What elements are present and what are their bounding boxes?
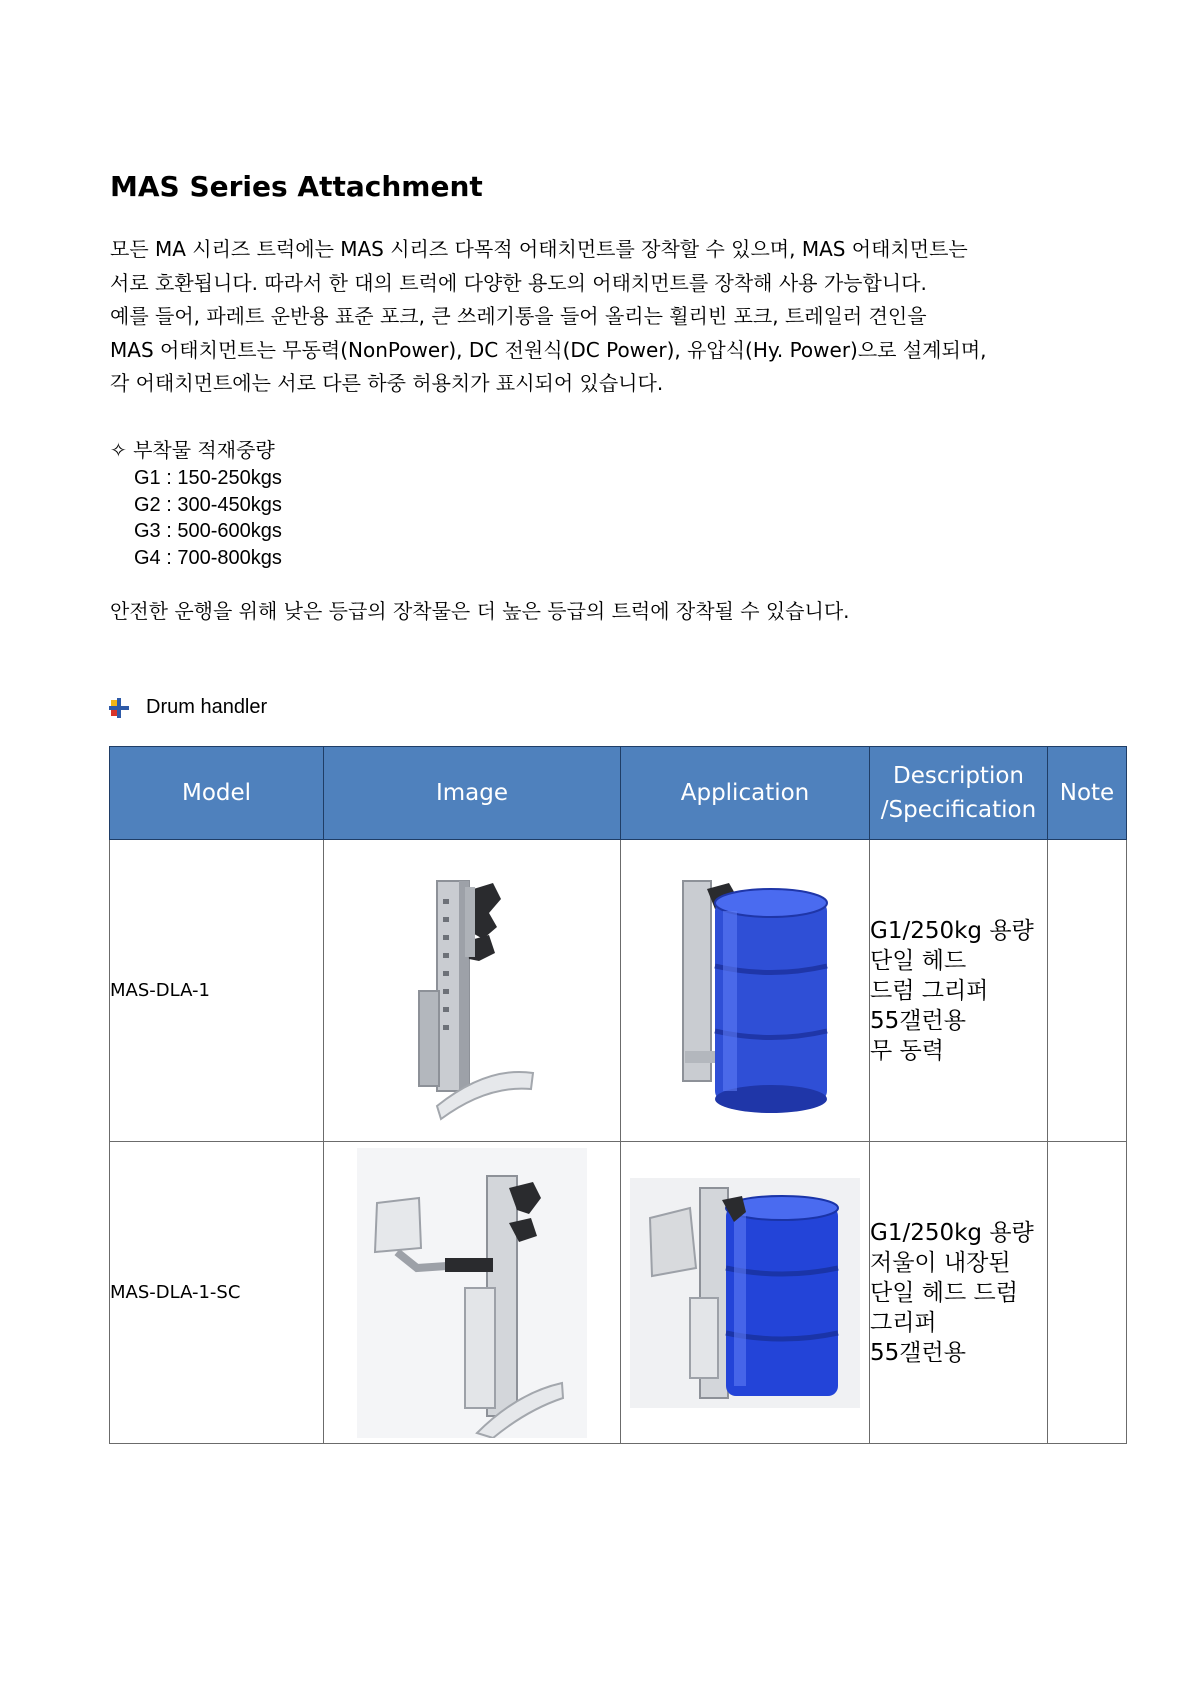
model-cell: MAS-DLA-1: [110, 840, 324, 1142]
product-table: [109, 746, 1127, 1444]
intro-paragraph: [110, 233, 1110, 401]
description-line: 55갤런용: [870, 1339, 966, 1366]
section-label: Drum handler: [146, 696, 268, 718]
description-line: G1/250kg 용량: [870, 917, 1034, 944]
intro-line: 서로 호환됩니다. 따라서 한 대의 트럭에 다양한 용도의 어태치먼트를 장착해 사용 가능합니다.: [110, 270, 927, 295]
description-line: 드럼 그리퍼: [870, 977, 989, 1004]
description-line: 단일 헤드: [870, 947, 967, 974]
weight-list-heading: ✧ 부착물 적재중량: [110, 438, 275, 462]
note-cell: [1048, 840, 1127, 1142]
table-row: [110, 1142, 1127, 1444]
header-image: Image: [324, 747, 621, 840]
description-cell: [870, 1142, 1048, 1444]
header-note: Note: [1048, 747, 1127, 840]
header-description: [870, 747, 1048, 840]
weight-grade-g2: G2 : 300-450kgs: [134, 493, 282, 516]
image-cell: [324, 1142, 621, 1444]
safety-note: 안전한 운행을 위해 낮은 등급의 장착물은 더 높은 등급의 트럭에 장착될 수 있습니다.: [110, 599, 850, 623]
section-heading-drum-handler: [108, 696, 267, 719]
description-line: 단일 헤드 드럼: [870, 1279, 1018, 1306]
header-description-line-2: /Specification: [880, 797, 1037, 823]
weight-grade-g3: G3 : 500-600kgs: [134, 520, 282, 542]
drum-gripper-attachment-image: [397, 861, 547, 1121]
table-header-row: [110, 747, 1127, 840]
drum-gripper-with-blue-drum-image: [645, 861, 845, 1121]
application-cell: [621, 1142, 870, 1444]
intro-line: 각 어태치먼트에는 서로 다른 하중 허용치가 표시되어 있습니다.: [110, 371, 664, 395]
description-cell: [870, 840, 1048, 1142]
weight-grade-g1: G1 : 150-250kgs: [134, 467, 282, 489]
weight-grade-g4: G4 : 700-800kgs: [134, 546, 282, 569]
header-model: Model: [110, 747, 324, 840]
intro-line: 예를 들어, 파레트 운반용 표준 포크, 큰 쓰레기통을 들어 올리는 휠리빈 포크, 트레일러 견인을: [110, 304, 927, 328]
image-cell: [324, 840, 621, 1142]
application-cell: [621, 840, 870, 1142]
header-application: Application: [621, 747, 870, 840]
attachment-weight-list: [110, 435, 282, 571]
drum-gripper-with-scale-image: [357, 1148, 587, 1438]
description-line: 그리퍼: [870, 1309, 937, 1336]
header-description-line-1: Description: [893, 763, 1024, 789]
description-line: G1/250kg 용량: [870, 1219, 1034, 1246]
intro-line: 모든 MA 시리즈 트럭에는 MAS 시리즈 다목적 어태치먼트를 장착할 수 있으며, MAS 어태치먼트는: [110, 237, 968, 261]
description-line: 무 동력: [870, 1037, 944, 1064]
note-cell: [1048, 1142, 1127, 1444]
model-cell: MAS-DLA-1-SC: [110, 1142, 324, 1444]
table-row: [110, 840, 1127, 1142]
description-line: 저울이 내장된: [870, 1249, 1011, 1276]
intro-line: MAS 어태치먼트는 무동력(NonPower), DC 전원식(DC Power), 유압식(Hy. Power)으로 설계되며,: [110, 337, 987, 362]
scale-drum-gripper-with-blue-drum-image: [630, 1178, 860, 1408]
description-line: 55갤런용: [870, 1007, 966, 1034]
plus-bullet-icon: [108, 697, 130, 719]
page-title: MAS Series Attachment: [110, 170, 483, 203]
